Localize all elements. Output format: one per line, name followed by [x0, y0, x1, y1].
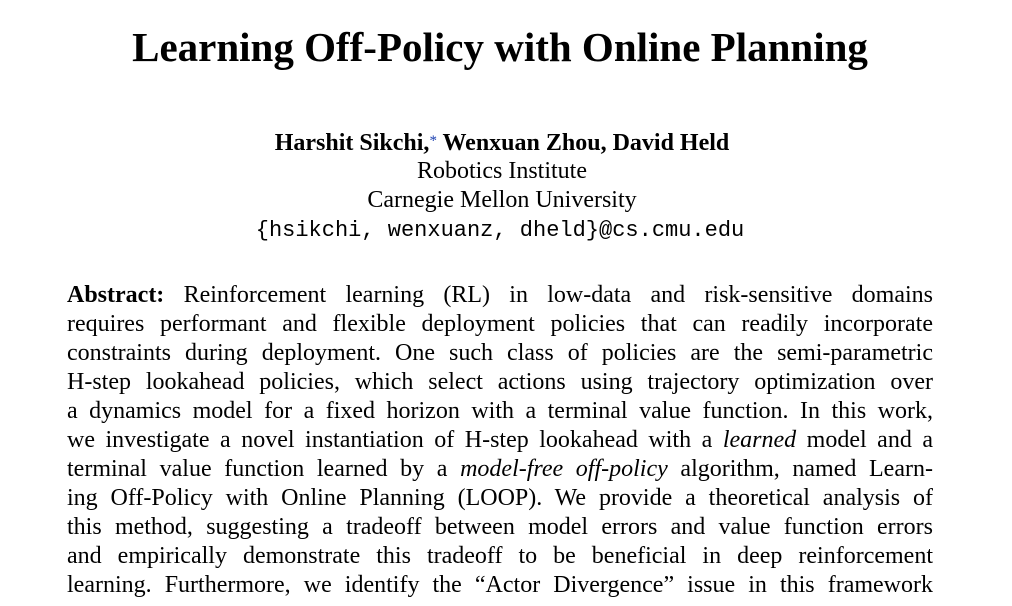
author-list [0, 128, 1004, 158]
abstract-emphasis: learned [722, 427, 797, 453]
paper-title: Learning Off-Policy with Online Planning [132, 24, 868, 70]
author-footnote-mark[interactable]: * [429, 133, 437, 149]
abstract-text: terminal value function learned by a [67, 456, 461, 482]
author-name: Harshit Sikchi, [274, 130, 430, 156]
abstract-line [67, 455, 933, 484]
abstract-line: requires performant and flexible deployment policies that can readily incorporate [67, 311, 933, 337]
abstract-text: model and a [796, 427, 934, 453]
abstract-line: this method, suggesting a tradeoff between model errors and value function errors [67, 514, 933, 540]
abstract-line: ing Off-Policy with Online Planning (LOOP). We provide a theoretical analysis of [67, 485, 933, 511]
abstract-text: Reinforcement learning (RL) in low-data and risk-sensitive domains [164, 282, 933, 308]
abstract-line [67, 426, 933, 455]
abstract-line: H-step lookahead policies, which select actions using trajectory optimization over [67, 369, 933, 395]
affiliation-university: Carnegie Mellon University [367, 187, 637, 213]
author-emails: {hsikchi, wenxuanz, dheld}@cs.cmu.edu [255, 218, 745, 243]
abstract-line [67, 281, 933, 310]
abstract-text: algorithm, named Learn- [667, 456, 933, 482]
affiliation-institute: Robotics Institute [417, 158, 587, 184]
abstract-text: we investigate a novel instantiation of H-step lookahead with a [67, 427, 723, 453]
author-name: David Held [606, 130, 730, 156]
abstract-line: learning. Furthermore, we identify the “Actor Divergence” issue in this framework [67, 572, 933, 598]
abstract-line: and empirically demonstrate this tradeoff to be beneficial in deep reinforcement [67, 543, 933, 569]
abstract-line: a dynamics model for a fixed horizon with a terminal value function. In this work, [67, 398, 933, 424]
author-name: Wenxuan Zhou, [436, 130, 607, 156]
abstract-line: constraints during deployment. One such class of policies are the semi-parametric [67, 340, 933, 366]
abstract-label: Abstract: [67, 282, 165, 308]
abstract-emphasis: model-free off-policy [460, 456, 668, 482]
